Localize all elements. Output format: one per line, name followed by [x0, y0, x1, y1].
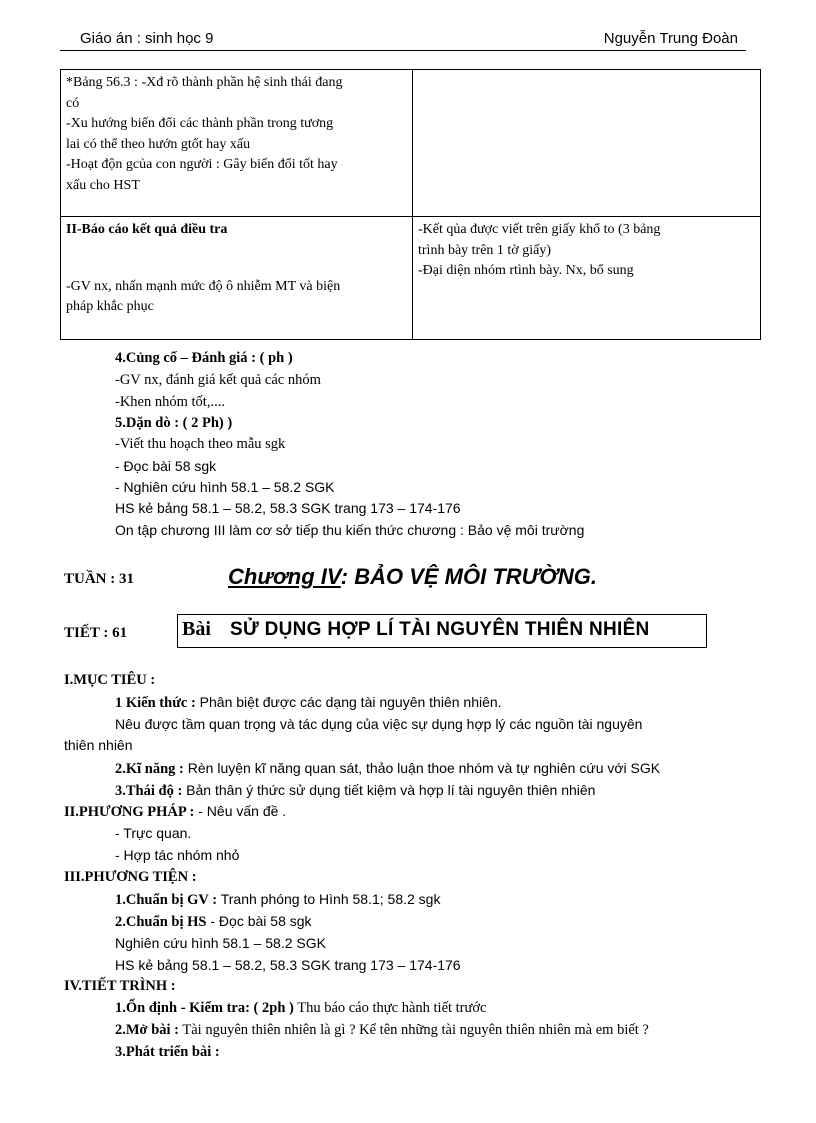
table-cell-teacher — [61, 70, 413, 217]
table-cell-student — [413, 217, 761, 340]
consolidate-line: -GV nx, đánh giá kết quả các nhóm — [115, 372, 321, 388]
means-gv-line — [115, 889, 440, 910]
cell-line: -Đại diện nhóm rtình bày. Nx, bổ sung — [418, 263, 634, 278]
stabilize-line — [115, 998, 486, 1018]
means-line: HS kẻ bảng 58.1 – 58.2, 58.3 SGK trang 173 – 174-176 — [115, 957, 461, 973]
knowledge-line — [115, 692, 502, 713]
methods-text: - Nêu vấn đề . — [194, 803, 287, 819]
table-cell-teacher — [61, 217, 413, 340]
homework-line: HS kẻ bảng 58.1 – 58.2, 58.3 SGK trang 173 – 174-176 — [115, 500, 461, 516]
methods-item: - Hợp tác nhóm nhỏ — [115, 847, 240, 863]
consolidate-heading: 4.Củng cố – Đánh giá : ( ph ) — [115, 350, 293, 366]
homework-line: -Viết thu hoạch theo mẫu sgk — [115, 436, 286, 452]
cell-line: lai có thể theo hướn gtốt hay xấu — [66, 136, 251, 152]
knowledge-line2: Nêu được tầm quan trọng và tác dụng của việc sự dụng hợp lý các nguồn tài nguyên — [115, 716, 643, 732]
means-heading: III.PHƯƠNG TIỆN : — [64, 869, 197, 885]
methods-item: - Trực quan. — [115, 825, 192, 841]
knowledge-label: 1 Kiến thức : — [115, 695, 196, 711]
objectives-heading: I.MỤC TIÊU : — [64, 672, 156, 688]
cell-line: -GV nx, nhấn mạnh mức độ ô nhiễm MT và biện — [66, 278, 341, 294]
attitude-line — [115, 780, 595, 801]
develop-label: 3.Phát triển bài : — [115, 1044, 220, 1060]
table-row — [61, 217, 761, 340]
knowledge-text: Phân biệt được các dạng tài nguyên thiên nhiên. — [195, 694, 502, 710]
intro-line — [115, 1020, 649, 1040]
cell-line: có — [66, 95, 80, 111]
skills-line — [115, 758, 660, 779]
header-subject: Giáo án : sinh học 9 — [80, 30, 214, 47]
header-author: Nguyễn Trung Đoàn — [603, 30, 738, 47]
attitude-text: Bản thân ý thức sử dụng tiết kiệm và hợp lí tài nguyên thiên nhiên — [182, 782, 596, 798]
means-hs-label: 2.Chuẩn bị HS — [115, 914, 207, 930]
attitude-label: 3.Thái độ : — [115, 783, 183, 799]
chapter-number: Chương IV — [228, 564, 341, 589]
homework-line: - Đọc bài 58 sgk — [115, 458, 217, 474]
intro-label: 2.Mở bài : — [115, 1022, 180, 1038]
methods-heading: II.PHƯƠNG PHÁP : — [64, 804, 195, 820]
skills-label: 2.Kĩ năng : — [115, 761, 184, 777]
week-label: TUẦN : 31 — [64, 571, 134, 587]
lesson-title: SỬ DỤNG HỢP LÍ TÀI NGUYÊN THIÊN NHIÊN — [230, 619, 650, 640]
cell-line: xấu cho HST — [66, 177, 140, 193]
means-line: Nghiên cứu hình 58.1 – 58.2 SGK — [115, 935, 326, 951]
page-header — [60, 26, 746, 51]
means-hs-line — [115, 911, 312, 932]
stabilize-text: Thu báo cáo thực hành tiết trước — [293, 1000, 487, 1016]
stabilize-label: 1.Ổn định - Kiểm tra: ( 2ph ) — [115, 1000, 294, 1016]
skills-text: Rèn luyện kĩ năng quan sát, thảo luận thoe nhóm và tự nghiên cứu với SGK — [183, 760, 661, 776]
consolidate-line: -Khen nhóm tốt,.... — [115, 394, 225, 410]
intro-text: Tài nguyên thiên nhiên là gì ? Kể tên những tài nguyên thiên nhiên mà em biết ? — [179, 1022, 649, 1038]
homework-heading: 5.Dặn dò : ( 2 Ph) ) — [115, 415, 233, 431]
section-heading: II-Báo cáo kết quả điều tra — [66, 222, 228, 237]
knowledge-line3: thiên nhiên — [64, 737, 133, 753]
chapter-title — [228, 564, 597, 590]
cell-line: -Xu hướng biến đổi các thành phần trong tương — [66, 116, 334, 131]
cell-line: pháp khắc phục — [66, 299, 154, 314]
process-heading: IV.TIẾT TRÌNH : — [64, 978, 176, 994]
lesson-word: Bài — [182, 618, 211, 640]
homework-line: - Nghiên cứu hình 58.1 – 58.2 SGK — [115, 479, 335, 495]
lesson-title-box — [177, 614, 707, 648]
methods-line — [64, 801, 286, 822]
means-gv-label: 1.Chuẩn bị GV : — [115, 892, 218, 908]
means-gv-text: Tranh phóng to Hình 58.1; 58.2 sgk — [217, 891, 441, 907]
cell-line: *Bảng 56.3 : -Xđ rõ thành phần hệ sinh thái đang — [66, 75, 343, 90]
cell-line: -Hoạt độn gcủa con người : Gây biến đổi tốt hay — [66, 157, 338, 172]
chapter-name: : BẢO VỆ MÔI TRƯỜNG. — [340, 564, 597, 589]
lesson-number: TIẾT : 61 — [64, 625, 128, 641]
activity-table — [60, 69, 761, 340]
cell-line: -Kết qủa được viết trên giấy khổ to (3 bảng — [418, 222, 661, 237]
means-hs-text: - Đọc bài 58 sgk — [206, 913, 312, 929]
table-row — [61, 70, 761, 217]
cell-line: trình bày trên 1 tờ giấy) — [418, 242, 551, 258]
table-cell-student — [413, 70, 761, 217]
homework-line: On tập chương III làm cơ sở tiếp thu kiến thức chương : Bảo vệ môi trường — [115, 522, 585, 538]
